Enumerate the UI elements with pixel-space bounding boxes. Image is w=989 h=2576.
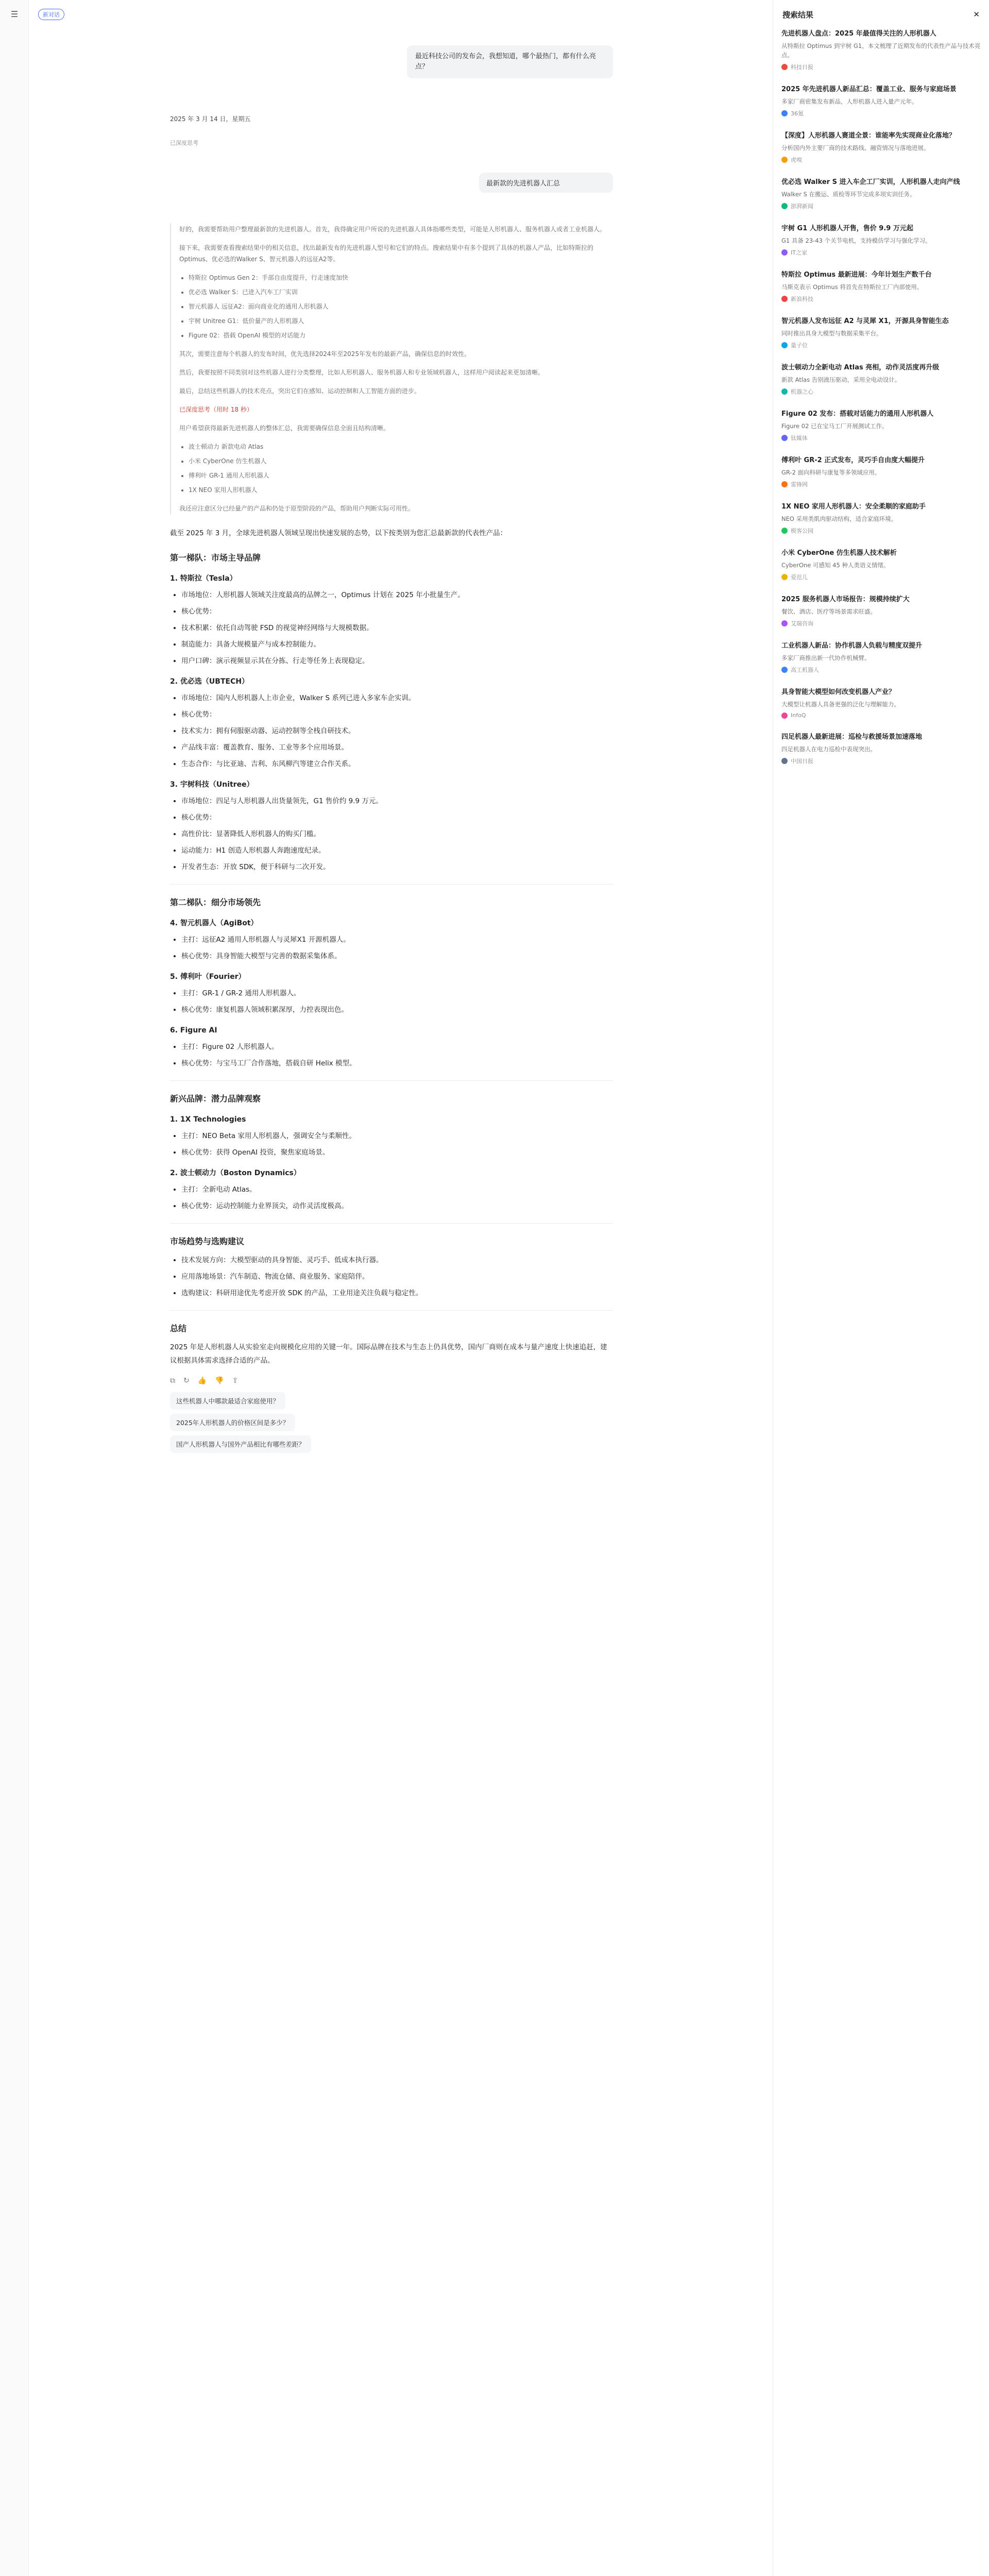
search-result[interactable] [781,363,981,396]
list-item: • 小米 CyberOne 仿生机器人 [189,455,613,467]
suggestion-chip[interactable]: 2025年人形机器人的价格区间是多少？ [170,1414,295,1431]
source-name: 雷锋网 [791,481,808,488]
result-snippet: 马斯克表示 Optimus 将首先在特斯拉工厂内部使用。 [781,283,923,291]
left-sidebar [0,0,29,2576]
source-icon [781,249,788,256]
suggestion-chip[interactable]: 国产人形机器人与国外产品相比有哪些差距？ [170,1435,311,1453]
search-result[interactable] [781,455,981,488]
section-2 [170,917,613,1070]
list-item: • 运动能力：H1 创造人形机器人奔跑速度纪录。 [181,844,613,857]
divider [170,1223,613,1224]
list-item: • 选购建议：科研用途优先考虑开放 SDK 的产品，工业用途关注负载与稳定性。 [181,1286,613,1300]
section-title: 市场趋势与选购建议 [170,1236,245,1246]
result-title[interactable]: 小米 CyberOne 仿生机器人技术解析 [781,549,897,557]
thumbs-down-icon[interactable]: 👎 [215,1377,224,1385]
list-item: • 用户口碑：演示视频显示其在分拣、行走等任务上表现稳定。 [181,654,613,668]
source-name: InfoQ [791,712,806,719]
source-icon [781,574,788,580]
result-title[interactable]: 宇树 G1 人形机器人开售，售价 9.9 万元起 [781,225,913,232]
source-icon [781,64,788,70]
result-title[interactable]: 特斯拉 Optimus 最新进展：今年计划生产数千台 [781,271,932,279]
item-title: 2. 波士顿动力（Boston Dynamics） [170,1169,301,1177]
list-item: • 核心优势：运动控制能力业界顶尖，动作灵活度极高。 [181,1199,613,1213]
think-paragraph: 好的，我需要帮助用户整理最新款的先进机器人。首先，我得确定用户所说的先进机器人具体指哪些类型，可能是人形机器人、服务机器人或者工业机器人。 [179,226,606,233]
results-list [773,29,989,765]
result-snippet: NEO 采用类肌肉驱动结构，适合家庭环境。 [781,515,897,522]
list-item: • 生态合作：与比亚迪、吉利、东风柳汽等建立合作关系。 [181,757,613,771]
list-item: • 市场地位：国内人形机器人上市企业，Walker S 系列已进入多家车企实训。 [181,691,613,705]
result-title[interactable]: 2025 年先进机器人新品汇总：覆盖工业、服务与家庭场景 [781,86,957,93]
result-snippet: 分析国内外主要厂商的技术路线、融资情况与落地进展。 [781,144,930,151]
result-snippet: 多家厂商推出新一代协作机械臂。 [781,654,871,662]
list-item: • 高性价比：显著降低人形机器人的购买门槛。 [181,827,613,841]
copy-icon[interactable]: ⧉ [170,1377,175,1385]
item-title: 6. Figure AI [170,1026,217,1035]
item-list [181,1183,613,1213]
result-source [781,202,981,210]
item-title: 5. 傅利叶（Fourier） [170,973,246,981]
close-icon[interactable]: ✕ [973,10,980,19]
think-paragraph: 其次，需要注意每个机器人的发布时间，优先选择2024年至2025年发布的最新产品，确保信息的时效性。 [179,350,471,358]
section-1 [170,572,613,874]
list-item: • 核心优势：与宝马工厂合作落地，搭载自研 Helix 模型。 [181,1057,613,1070]
item-list [181,933,613,963]
think-list [189,441,613,496]
source-icon [781,528,788,534]
think-paragraph: 我还应注意区分已经量产的产品和仍处于原型阶段的产品，帮助用户判断实际可用性。 [179,505,415,512]
result-title[interactable]: 傅利叶 GR-2 正式发布，灵巧手自由度大幅提升 [781,456,925,464]
source-icon [781,342,788,348]
search-results-panel [773,0,989,2576]
think-list [189,272,613,341]
result-source [781,156,981,164]
search-result[interactable] [781,224,981,257]
result-snippet: CyberOne 可感知 45 种人类语义情绪。 [781,562,890,569]
result-title[interactable]: 先进机器人盘点：2025 年最值得关注的人形机器人 [781,30,936,38]
result-title[interactable]: 【深度】人形机器人赛道全景：谁能率先实现商业化落地？ [781,132,956,140]
source-name: 爱范儿 [791,574,808,581]
list-item: • 波士顿动力 新款电动 Atlas [189,441,613,452]
result-snippet: Figure 02 已在宝马工厂开展测试工作。 [781,422,888,430]
share-icon[interactable]: ⇪ [232,1377,238,1385]
search-result[interactable] [781,270,981,303]
list-item: • 核心优势：获得 OpenAI 投资，聚焦家庭场景。 [181,1146,613,1159]
source-name: IT之家 [791,249,807,256]
item-title: 3. 宇树科技（Unitree） [170,781,254,789]
list-item: • 主打：GR-1 / GR-2 通用人形机器人。 [181,987,613,1000]
list-item: • 1X NEO 家用人形机器人 [189,484,613,496]
item-title: 2. 优必选（UBTECH） [170,677,249,686]
list-item: • 主打：全新电动 Atlas。 [181,1183,613,1196]
search-result[interactable] [781,84,981,117]
result-title[interactable]: 工业机器人新品：协作机器人负载与精度双提升 [781,642,923,650]
answer-block [170,527,613,1367]
divider [170,1080,613,1081]
thumbs-up-icon[interactable]: 👍 [197,1377,207,1385]
source-icon [781,203,788,209]
conclusion-text: 2025 年是人形机器人从实验室走向规模化应用的关键一年。国际品牌在技术与生态上仍具优势，国内厂商则在成本与量产速度上快速追赶，建议根据具体需求选择合适的产品。 [170,1343,607,1365]
result-snippet: 同时推出具身大模型与数据采集平台。 [781,330,882,337]
search-result[interactable] [781,687,981,719]
item-list [181,691,613,771]
result-title[interactable]: 智元机器人发布远征 A2 与灵犀 X1，开源具身智能生态 [781,317,949,325]
regenerate-icon[interactable]: ↻ [183,1377,190,1385]
result-source [781,619,981,628]
section-title: 总结 [170,1324,187,1333]
list-item: • 技术发展方向：大模型驱动的具身智能、灵巧手、低成本执行器。 [181,1253,613,1267]
source-name: 高工机器人 [791,667,819,673]
result-snippet: GR-2 面向科研与康复等多领域应用。 [781,469,881,476]
answer-intro: 截至 2025 年 3 月，全球先进机器人领域呈现出快速发展的态势，以下按类别为您汇总最新款的代表性产品： [170,529,507,537]
search-result[interactable] [781,409,981,442]
source-icon [781,296,788,302]
list-item: • 主打：远征A2 通用人形机器人与灵犀X1 开源机器人。 [181,933,613,946]
list-item: • 优必选 Walker S：已进入汽车工厂实训 [189,286,613,298]
sidebar-toggle-icon[interactable]: ☰ [10,9,19,19]
suggestion-chip[interactable]: 这些机器人中哪款最适合家庭使用？ [170,1392,285,1410]
search-result[interactable] [781,548,981,581]
result-source [781,248,981,257]
item-list [181,588,613,668]
think-paragraph: 最后，总结这些机器人的技术亮点，突出它们在感知、运动控制和人工智能方面的进步。 [179,387,421,395]
source-name: 极客公园 [791,528,813,534]
search-result[interactable] [781,732,981,765]
panel-header [773,0,989,29]
list-item: • 智元机器人 远征A2：面向商业化的通用人形机器人 [189,301,613,312]
search-result[interactable] [781,641,981,674]
search-result[interactable] [781,316,981,349]
item-title: 1. 1X Technologies [170,1115,246,1124]
list-item: • 市场地位：人形机器人领域关注度最高的品牌之一，Optimus 计划在 2025 年小批量生产。 [181,588,613,602]
source-name: 虎嗅 [791,157,802,163]
user-question-2: 最新款的先进机器人汇总 [479,173,613,193]
list-item: • 主打：Figure 02 人形机器人。 [181,1040,613,1054]
result-title[interactable]: 波士顿动力全新电动 Atlas 亮相，动作灵活度再升级 [781,364,940,371]
list-item: • 宇树 Unitree G1：低价量产的人形机器人 [189,315,613,327]
source-name: 钛媒体 [791,435,808,442]
result-snippet: 餐饮、酒店、医疗等场景需求旺盛。 [781,608,876,615]
list-item: • 应用落地场景：汽车制造、物流仓储、商业服务、家庭陪伴。 [181,1270,613,1283]
result-snippet: 大模型让机器人具备更强的泛化与理解能力。 [781,701,900,708]
result-snippet: 从特斯拉 Optimus 到宇树 G1，本文梳理了近期发布的代表性产品与技术亮点。 [781,42,981,59]
result-source [781,63,981,71]
source-name: 澎湃新闻 [791,203,813,210]
date-line: 2025 年 3 月 14 日，星期五 [170,115,251,123]
result-title[interactable]: 2025 服务机器人市场报告：规模持续扩大 [781,596,910,603]
section-3 [170,1113,613,1213]
search-result[interactable] [781,29,981,71]
source-icon [781,110,788,116]
list-item: • 产品线丰富：覆盖教育、服务、工业等多个应用场景。 [181,741,613,754]
list-item: • 核心优势： [181,605,613,618]
source-name: 新浪科技 [791,296,813,302]
result-snippet: 四足机器人在电力巡检中表现突出。 [781,745,876,753]
result-source [781,109,981,117]
divider [170,884,613,885]
list-item: • 特斯拉 Optimus Gen 2：手部自由度提升，行走速度加快 [189,272,613,283]
result-source [781,387,981,396]
result-source [781,527,981,535]
result-source [781,295,981,303]
result-snippet: 多家厂商密集发布新品，人形机器人进入量产元年。 [781,98,918,105]
list-item: • 市场地位：四足与人形机器人出货量领先，G1 售价约 9.9 万元。 [181,794,613,808]
list-item: • 主打：NEO Beta 家用人形机器人，强调安全与柔顺性。 [181,1129,613,1143]
item-list [181,987,613,1016]
result-snippet: G1 具备 23-43 个关节电机，支持模仿学习与强化学习。 [781,237,931,244]
result-snippet: Walker S 在搬运、质检等环节完成多项实训任务。 [781,191,916,198]
list-item: • Figure 02：搭载 OpenAI 模型的对话能力 [189,330,613,341]
source-name: 36氪 [791,110,804,117]
divider [170,1310,613,1311]
list-item: • 核心优势：康复机器人领域积累深厚，力控表现出色。 [181,1003,613,1016]
think-paragraph: 用户希望获得最新先进机器人的整体汇总，我需要确保信息全面且结构清晰。 [179,425,390,432]
new-chat-badge[interactable]: 新对话 [38,9,64,20]
result-source [781,757,981,765]
section-title: 新兴品牌：潜力品牌观察 [170,1094,261,1104]
list-item: • 技术实力：拥有伺服驱动器、运动控制等全栈自研技术。 [181,724,613,738]
search-result[interactable] [781,177,981,210]
result-title[interactable]: Figure 02 发布：搭载对话能力的通用人形机器人 [781,410,934,418]
list-item: • 技术积累：依托自动驾驶 FSD 的视觉神经网络与大规模数据。 [181,621,613,635]
result-title[interactable]: 具身智能大模型如何改变机器人产业？ [781,688,896,696]
result-title[interactable]: 优必选 Walker S 进入车企工厂实训，人形机器人走向产线 [781,178,960,186]
item-list [181,794,613,874]
search-result[interactable] [781,595,981,628]
source-name: 科技日报 [791,64,813,71]
think-paragraph: 然后，我要按照不同类别对这些机器人进行分类整理，比如人形机器人、服务机器人和专业领域机器人，这样用户阅读起来更加清晰。 [179,369,544,376]
result-title[interactable]: 四足机器人最新进展：巡检与救援场景加速落地 [781,733,923,741]
thinking-block [170,224,613,514]
trend-list [181,1253,613,1300]
item-list [181,1040,613,1070]
item-title: 1. 特斯拉（Tesla） [170,574,237,583]
answer-actions [170,1377,613,1385]
result-snippet: 新款 Atlas 告别液压驱动，采用全电动设计。 [781,376,901,383]
source-icon [781,758,788,764]
result-title[interactable]: 1X NEO 家用人形机器人：安全柔顺的家庭助手 [781,503,926,511]
source-name: 艾瑞咨询 [791,620,813,627]
think-paragraph: 接下来，我需要查看搜索结果中的相关信息，找出最新发布的先进机器人型号和它们的特点。搜索结果中有多个提到了具体的机器人产品，比如特斯拉的Optimus、优必选的Walker S、智元机器人的远征A2等。 [179,244,594,263]
result-source [781,712,981,719]
source-icon [781,388,788,395]
list-item: • 开发者生态：开放 SDK，便于科研与二次开发。 [181,860,613,874]
list-item: • 傅利叶 GR-1 通用人形机器人 [189,470,613,481]
source-icon [781,713,788,719]
section-title: 第二梯队：细分市场领先 [170,897,261,907]
result-source [781,573,981,581]
source-icon [781,157,788,163]
result-source [781,666,981,674]
list-item: • 核心优势： [181,708,613,721]
source-icon [781,620,788,626]
source-name: 量子位 [791,342,808,349]
result-source [781,434,981,442]
search-result[interactable] [781,502,981,535]
user-question-1: 最近科技公司的发布会，我想知道，哪个最热门，都有什么亮点？ [407,45,613,78]
top-bar [29,0,773,29]
panel-title: 搜索结果 [782,10,814,20]
section-title: 第一梯队：市场主导品牌 [170,553,261,563]
item-title: 4. 智元机器人（AgiBot） [170,919,258,927]
result-source [781,341,981,349]
source-icon [781,667,788,673]
list-item: • 制造能力：具备大规模量产与成本控制能力。 [181,638,613,651]
source-name: 机器之心 [791,388,813,395]
source-icon [781,481,788,487]
deep-think-tag[interactable]: 已深度思考 [170,140,198,146]
source-icon [781,435,788,441]
suggestions [170,1392,613,1453]
result-source [781,480,981,488]
search-result[interactable] [781,131,981,164]
list-item: • 核心优势：具身智能大模型与完善的数据采集体系。 [181,950,613,963]
source-name: 中国日报 [791,758,813,765]
conversation [170,36,613,1453]
list-item: • 核心优势： [181,811,613,824]
think-section-label[interactable]: 已深度思考（用时 18 秒） [179,406,253,413]
item-list [181,1129,613,1159]
